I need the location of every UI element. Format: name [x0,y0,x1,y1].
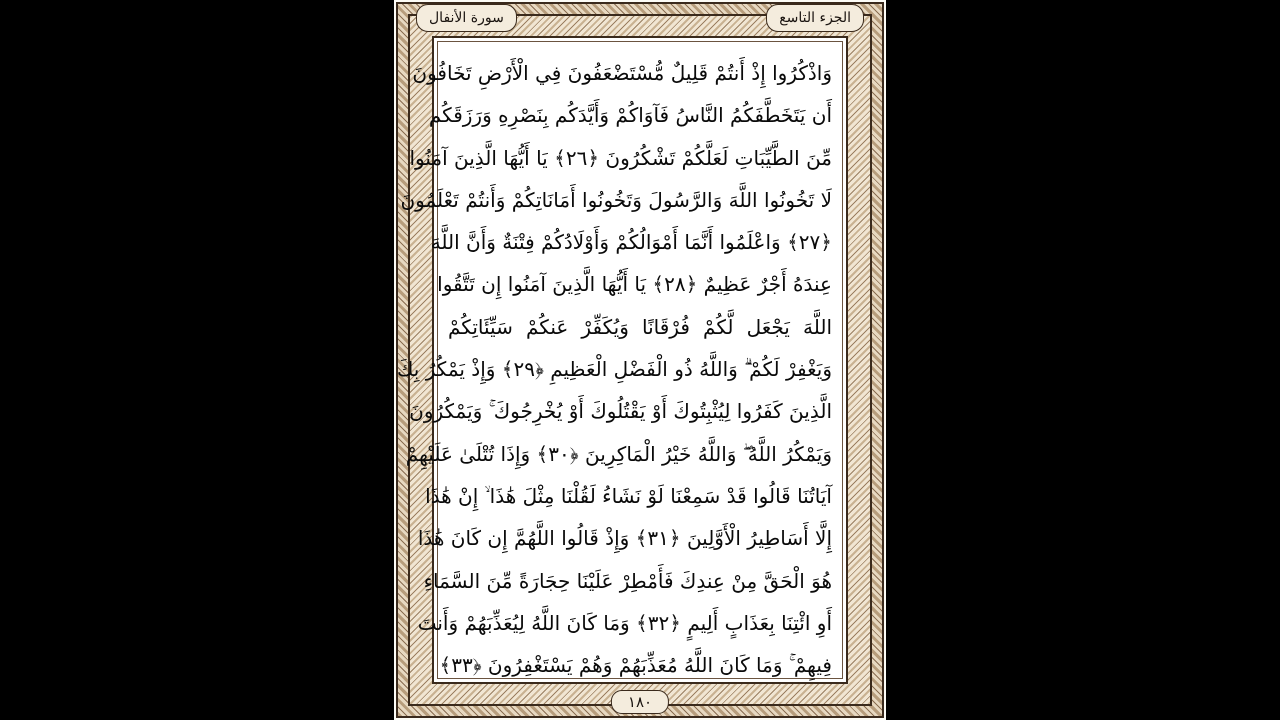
text-line-14: أَوِ ائْتِنَا بِعَذَابٍ أَلِيمٍ ﴿٣٢﴾ وَمَا كَانَ اللَّهُ لِيُعَذِّبَهُمْ وَأَنتَ [417,610,832,635]
text-line-2: أَن يَتَخَطَّفَكُمُ النَّاسُ فَآوَاكُمْ وَأَيَّدَكُم بِنَصْرِهِ وَرَزَقَكُم [428,103,832,128]
text-line-3: مِّنَ الطَّيِّبَاتِ لَعَلَّكُمْ تَشْكُرُونَ ﴿٢٦﴾ يَا أَيُّهَا الَّذِينَ آمَنُوا [409,145,832,170]
page-number: ١٨٠ [611,690,669,714]
text-line-1: وَاذْكُرُوا إِذْ أَنتُمْ قَلِيلٌ مُّسْتَضْعَفُونَ فِي الْأَرْضِ تَخَافُونَ [412,61,832,85]
juz-label: الجزء التاسع [766,4,864,32]
text-line-11: آيَاتُنَا قَالُوا قَدْ سَمِعْنَا لَوْ نَشَاءُ لَقُلْنَا مِثْلَ هَٰذَا ۙ إِنْ هَٰذَا [425,483,832,508]
text-line-10: وَيَمْكُرُ اللَّهُ ۖ وَاللَّهُ خَيْرُ الْمَاكِرِينَ ﴿٣٠﴾ وَإِذَا تُتْلَىٰ عَلَيْهِمْ [405,441,832,466]
text-line-13: هُوَ الْحَقَّ مِنْ عِندِكَ فَأَمْطِرْ عَلَيْنَا حِجَارَةً مِّنَ السَّمَاءِ [423,568,832,593]
verse-lines [396,52,832,678]
text-line-4: لَا تَخُونُوا اللَّهَ وَالرَّسُولَ وَتَخُونُوا أَمَانَاتِكُمْ وَأَنتُمْ تَعْلَمُونَ [400,187,832,212]
mushaf-page [394,0,886,720]
text-line-9: الَّذِينَ كَفَرُوا لِيُثْبِتُوكَ أَوْ يَقْتُلُوكَ أَوْ يُخْرِجُوكَ ۚ وَيَمْكُرُونَ [409,399,832,424]
surah-label: سورة الأنفال [416,4,517,32]
text-line-15: فِيهِمْ ۚ وَمَا كَانَ اللَّهُ مُعَذِّبَهُمْ وَهُمْ يَسْتَغْفِرُونَ ﴿٣٣﴾ [439,653,832,678]
text-line-8: وَيَغْفِرْ لَكُمْ ۗ وَاللَّهُ ذُو الْفَضْلِ الْعَظِيمِ ﴿٢٩﴾ وَإِذْ يَمْكُرُ بِكَ [396,357,832,382]
text-line-12: إِلَّا أَسَاطِيرُ الْأَوَّلِينَ ﴿٣١﴾ وَإِذْ قَالُوا اللَّهُمَّ إِن كَانَ هَٰذَا [417,526,832,551]
text-line-6: عِندَهُ أَجْرٌ عَظِيمٌ ﴿٢٨﴾ يَا أَيُّهَا الَّذِينَ آمَنُوا إِن تَتَّقُوا [437,272,832,297]
text-line-7: اللَّهَ يَجْعَل لَّكُمْ فُرْقَانًا وَيُكَفِّرْ عَنكُمْ سَيِّئَاتِكُمْ [448,314,832,339]
text-line-5: ﴿٢٧﴾ وَاعْلَمُوا أَنَّمَا أَمْوَالُكُمْ وَأَوْلَادُكُمْ فِتْنَةٌ وَأَنَّ اللَّهَ [430,230,832,255]
text-panel [396,36,848,684]
